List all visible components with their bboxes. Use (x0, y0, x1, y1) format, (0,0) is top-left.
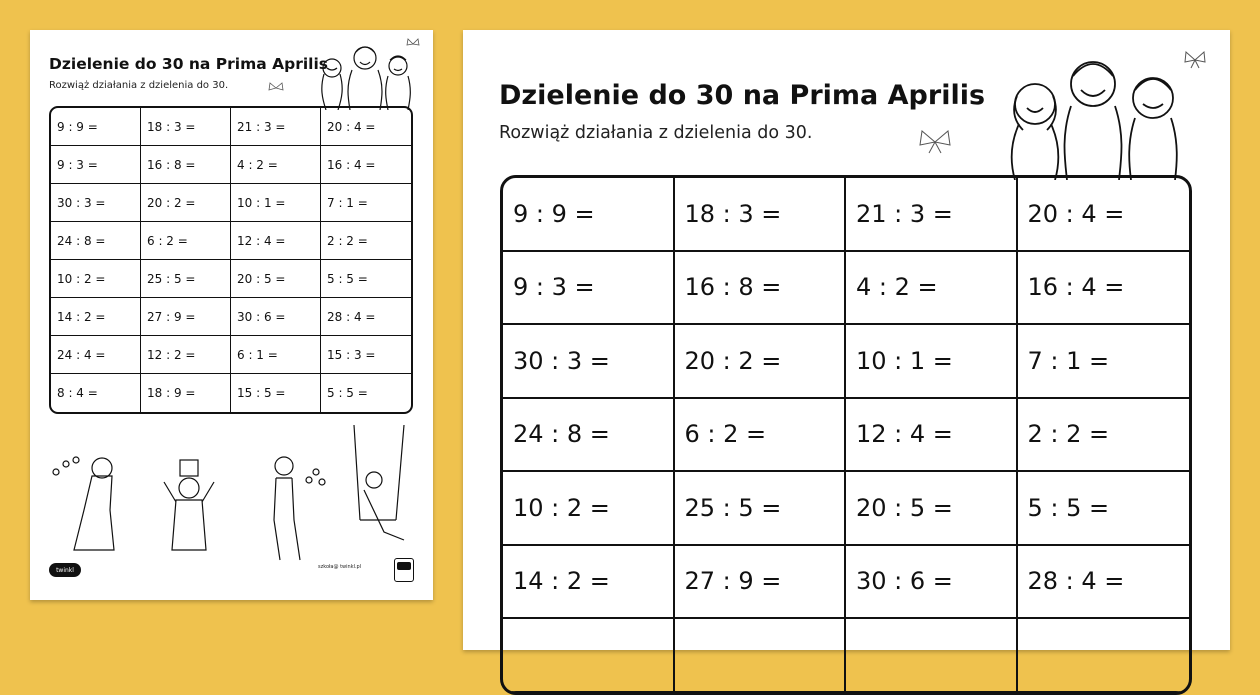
problem-cell: 24 : 8 = (503, 399, 675, 473)
problem-cell: 16 : 4 = (321, 146, 411, 184)
problem-cell: 10 : 1 = (846, 325, 1018, 399)
problem-cell (846, 619, 1018, 693)
problem-cell (1018, 619, 1190, 693)
worksheet-title: Dzielenie do 30 na Prima Aprilis (49, 55, 329, 73)
problem-cell: 27 : 9 = (141, 298, 231, 336)
butterfly-icon (406, 38, 420, 50)
problem-cell: 5 : 5 = (1018, 472, 1190, 546)
problem-cell: 20 : 4 = (1018, 178, 1190, 252)
twinkl-logo: twinkl (49, 563, 81, 577)
worksheet-zoomed (463, 30, 1230, 650)
problem-cell: 30 : 6 = (846, 546, 1018, 620)
laughing-children-illustration (993, 46, 1193, 180)
worksheet-instructions: Rozwiąż działania z dzielenia do 30. (499, 123, 813, 143)
problem-cell: 5 : 5 = (321, 260, 411, 298)
problem-cell: 30 : 6 = (231, 298, 321, 336)
laughing-children-illustration (310, 38, 420, 110)
division-problems-table (500, 175, 1192, 695)
problem-cell: 18 : 9 = (141, 374, 231, 412)
footer-url: szkoła@ twinkl.pl (318, 564, 362, 570)
worksheet-thumbnail (30, 30, 433, 600)
problem-cell: 14 : 2 = (503, 546, 675, 620)
problem-cell: 9 : 9 = (503, 178, 675, 252)
problem-cell: 7 : 1 = (321, 184, 411, 222)
problem-cell (503, 619, 675, 693)
butterfly-icon (918, 128, 952, 156)
problem-cell: 7 : 1 = (1018, 325, 1190, 399)
problem-cell: 14 : 2 = (51, 298, 141, 336)
problem-cell: 9 : 3 = (503, 252, 675, 326)
problem-cell: 4 : 2 = (846, 252, 1018, 326)
problem-cell: 28 : 4 = (1018, 546, 1190, 620)
problem-cell: 28 : 4 = (321, 298, 411, 336)
problem-cell: 2 : 2 = (1018, 399, 1190, 473)
problem-cell: 10 : 2 = (51, 260, 141, 298)
problem-cell: 16 : 8 = (141, 146, 231, 184)
problem-cell: 16 : 4 = (1018, 252, 1190, 326)
circus-performers-illustration (44, 420, 424, 570)
problem-cell (675, 619, 847, 693)
problem-cell: 25 : 5 = (141, 260, 231, 298)
problem-cell: 8 : 4 = (51, 374, 141, 412)
problem-cell: 6 : 2 = (141, 222, 231, 260)
problem-cell: 27 : 9 = (675, 546, 847, 620)
problem-cell: 21 : 3 = (846, 178, 1018, 252)
worksheet-title: Dzielenie do 30 na Prima Aprilis (499, 80, 986, 111)
problem-cell: 20 : 2 = (675, 325, 847, 399)
problem-cell: 20 : 5 = (231, 260, 321, 298)
butterfly-icon (1183, 50, 1207, 70)
problem-cell: 18 : 3 = (141, 108, 231, 146)
problem-cell: 30 : 3 = (503, 325, 675, 399)
problem-cell: 20 : 4 = (321, 108, 411, 146)
problem-cell: 12 : 4 = (231, 222, 321, 260)
problem-cell: 25 : 5 = (675, 472, 847, 546)
problem-cell: 12 : 2 = (141, 336, 231, 374)
problem-cell: 6 : 2 = (675, 399, 847, 473)
problem-cell: 4 : 2 = (231, 146, 321, 184)
problem-cell: 6 : 1 = (231, 336, 321, 374)
problem-cell: 2 : 2 = (321, 222, 411, 260)
problem-cell: 16 : 8 = (675, 252, 847, 326)
problem-cell: 24 : 8 = (51, 222, 141, 260)
problem-cell: 20 : 2 = (141, 184, 231, 222)
problem-cell: 18 : 3 = (675, 178, 847, 252)
problem-cell: 15 : 3 = (321, 336, 411, 374)
problem-cell: 10 : 2 = (503, 472, 675, 546)
division-problems-table (49, 106, 413, 414)
problem-cell: 12 : 4 = (846, 399, 1018, 473)
problem-cell: 24 : 4 = (51, 336, 141, 374)
problem-cell: 9 : 9 = (51, 108, 141, 146)
problem-cell: 15 : 5 = (231, 374, 321, 412)
problem-cell: 10 : 1 = (231, 184, 321, 222)
problem-cell: 30 : 3 = (51, 184, 141, 222)
problem-cell: 21 : 3 = (231, 108, 321, 146)
problem-cell: 5 : 5 = (327, 386, 368, 400)
footer-badge-icon (394, 558, 414, 582)
butterfly-icon (268, 82, 284, 94)
worksheet-instructions: Rozwiąż działania z dzielenia do 30. (49, 80, 229, 91)
problem-cell: 20 : 5 = (846, 472, 1018, 546)
problem-cell: 9 : 3 = (51, 146, 141, 184)
